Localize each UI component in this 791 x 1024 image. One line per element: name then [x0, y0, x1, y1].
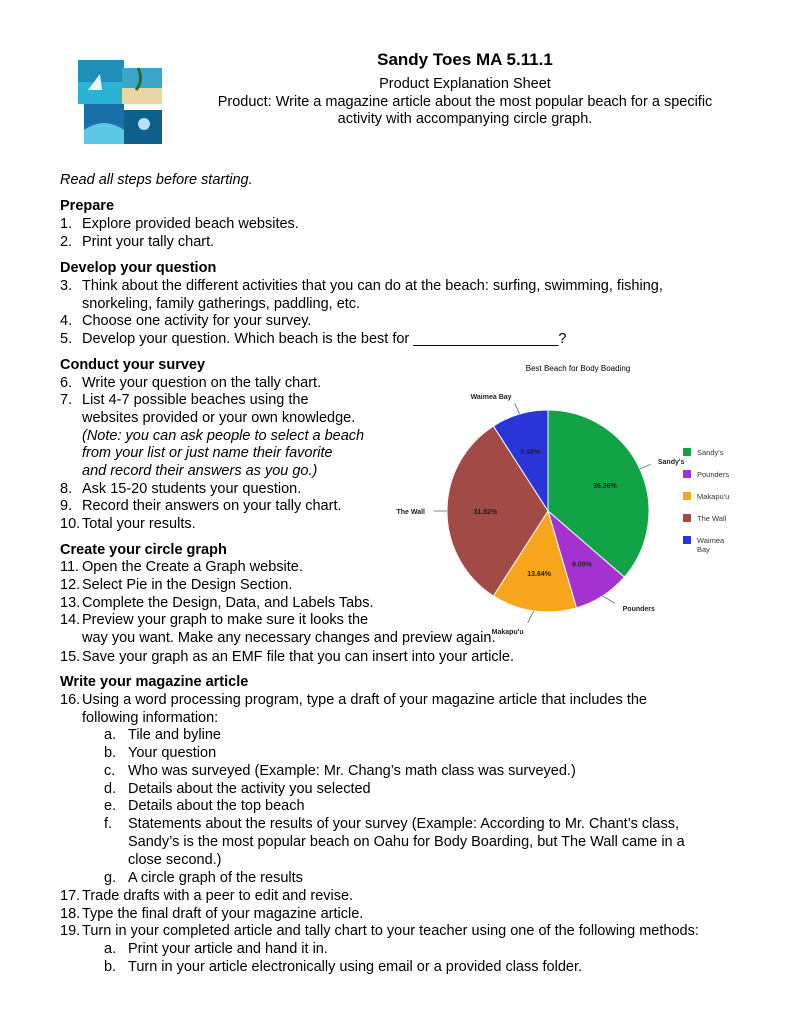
section-heading-develop: Develop your question — [60, 260, 217, 276]
product-description — [200, 76, 730, 129]
step-text: websites provided or your own knowledge. — [82, 410, 356, 426]
step-number: 4. — [60, 313, 73, 329]
slice-leader-line — [528, 611, 534, 623]
step-number: 19. — [60, 923, 81, 939]
sub-marker: b. — [104, 959, 117, 975]
step-text: Write your question on the tally chart. — [82, 375, 322, 391]
legend-swatch — [683, 514, 691, 522]
sub-marker: c. — [104, 763, 116, 779]
legend-swatch — [683, 448, 691, 456]
slice-value-label: 36.36% — [593, 482, 617, 490]
section-heading-write: Write your magazine article — [60, 674, 249, 690]
note-text: (Note: you can ask people to select a beach — [82, 428, 365, 444]
legend-label: The Wall — [697, 514, 727, 523]
intro-instruction: Read all steps before starting. — [60, 172, 253, 188]
slice-name-label: Makapu'u — [491, 628, 524, 636]
legend-swatch — [683, 536, 691, 544]
section-heading-conduct: Conduct your survey — [60, 357, 206, 373]
sub-marker: a. — [104, 941, 117, 957]
step-text: Ask 15-20 students your question. — [82, 481, 302, 497]
slice-leader-line — [640, 464, 651, 469]
step-number: 7. — [60, 392, 73, 408]
step-text: List 4-7 possible beaches using the — [82, 392, 309, 408]
step-text: Choose one activity for your survey. — [82, 313, 312, 329]
step-text: Record their answers on your tally chart. — [82, 498, 342, 514]
legend-label: Pounders — [697, 470, 730, 479]
sub-text: A circle graph of the results — [128, 870, 303, 886]
slice-value-label: 9.08% — [520, 448, 541, 456]
step-text: Trade drafts with a peer to edit and revise. — [82, 888, 354, 904]
sub-text: Sandy’s is the most popular beach on Oahu for Body Boarding, but The Wall came in a — [128, 834, 685, 850]
slice-leader-line — [515, 403, 520, 414]
slice-value-label: 9.09% — [571, 561, 592, 569]
product-line-2: activity with accompanying circle graph. — [337, 111, 593, 127]
step-text: Type the final draft of your magazine article. — [82, 906, 364, 922]
slice-value-label: 13.64% — [527, 570, 551, 578]
slice-value-label: 31.82% — [473, 509, 498, 516]
legend-label: Waimea Bay — [697, 536, 725, 554]
slice-leader-line — [603, 596, 615, 603]
legend-label: Makapu'u — [697, 492, 730, 501]
sub-text: Statements about the results of your survey (Example: According to Mr. Chant’s class, — [128, 816, 679, 832]
sub-text: Print your article and hand it in. — [128, 941, 328, 957]
sub-marker: b. — [104, 745, 117, 761]
sub-text: Who was surveyed (Example: Mr. Chang’s math class was surveyed.) — [128, 763, 576, 779]
step-text: Select Pie in the Design Section. — [82, 577, 293, 593]
step-number: 10. — [60, 516, 81, 532]
sub-text: Tile and byline — [128, 727, 221, 743]
slice-name-label: Waimea Bay — [470, 394, 512, 402]
step-text: Explore provided beach websites. — [82, 216, 299, 232]
step-number: 11. — [60, 559, 80, 575]
step-text: Think about the different activities that you can do at the beach: surfing, swimming, fishing, — [82, 278, 663, 294]
legend-swatch — [683, 470, 691, 478]
step-text: Preview your graph to make sure it looks the — [82, 612, 369, 628]
sub-marker: g. — [104, 870, 117, 886]
sub-text: Turn in your article electronically using email or a provided class folder. — [128, 959, 583, 975]
step-text: snorkeling, family gatherings, paddling, etc. — [82, 296, 361, 312]
product-line-1: Product: Write a magazine article about the most popular beach for a specific — [217, 93, 713, 110]
legend-swatch — [683, 492, 691, 500]
step-number: 8. — [60, 481, 73, 497]
sub-marker: a. — [104, 727, 117, 743]
step-number: 5. — [60, 331, 73, 347]
step-text: Total your results. — [82, 516, 196, 532]
step-number: 15. — [60, 649, 81, 665]
step-number: 18. — [60, 906, 81, 922]
note-text: from your list or just name their favorite — [82, 445, 333, 461]
step-number: 9. — [60, 498, 73, 514]
sub-marker: d. — [104, 781, 117, 797]
step-number: 1. — [60, 216, 73, 232]
pie-chart — [396, 358, 785, 636]
step-text: Open the Create a Graph website. — [82, 559, 303, 575]
sub-text: close second.) — [128, 852, 222, 868]
step-number: 14. — [60, 612, 81, 628]
section-heading-create: Create your circle graph — [60, 542, 227, 558]
note-text: and record their answers as you go.) — [82, 463, 318, 479]
step-number: 17. — [60, 888, 81, 904]
step-text: Complete the Design, Data, and Labels Tabs. — [82, 595, 374, 611]
chart-title: Best Beach for Body Boading — [525, 364, 631, 373]
slice-name-label: Pounders — [622, 605, 655, 613]
beach-photo-collage — [78, 60, 168, 148]
slice-name-label: Sandy's — [657, 459, 685, 467]
sub-text: Details about the activity you selected — [128, 781, 371, 797]
step-number: 3. — [60, 278, 73, 294]
sub-marker: f. — [104, 816, 113, 832]
sub-text: Your question — [128, 745, 217, 761]
step-number: 16. — [60, 692, 81, 708]
subtitle: Product Explanation Sheet — [379, 76, 551, 92]
step-text: Develop your question. Which beach is the best for __________________? — [82, 331, 567, 347]
step-text: Save your graph as an EMF file that you can insert into your article. — [82, 649, 514, 665]
sub-text: Details about the top beach — [128, 798, 305, 814]
chart-legend — [683, 448, 729, 554]
sub-marker: e. — [104, 798, 117, 814]
step-number: 6. — [60, 375, 73, 391]
step-number: 2. — [60, 234, 73, 250]
slice-name-label: The Wall — [396, 509, 425, 516]
step-number: 13. — [60, 595, 81, 611]
step-number: 12. — [60, 577, 81, 593]
step-text: Using a word processing program, type a draft of your magazine article that includes the — [82, 692, 647, 708]
section-heading-prepare: Prepare — [60, 198, 115, 214]
page-title: Sandy Toes MA 5.11.1 — [377, 50, 553, 69]
step-text: Print your tally chart. — [82, 234, 215, 250]
step-text: way you want. Make any necessary changes and preview again. — [82, 630, 496, 646]
step-text: following information: — [82, 710, 219, 726]
step-text: Turn in your completed article and tally chart to your teacher using one of the following methods: — [82, 923, 699, 939]
legend-label: Sandy's — [697, 448, 724, 457]
